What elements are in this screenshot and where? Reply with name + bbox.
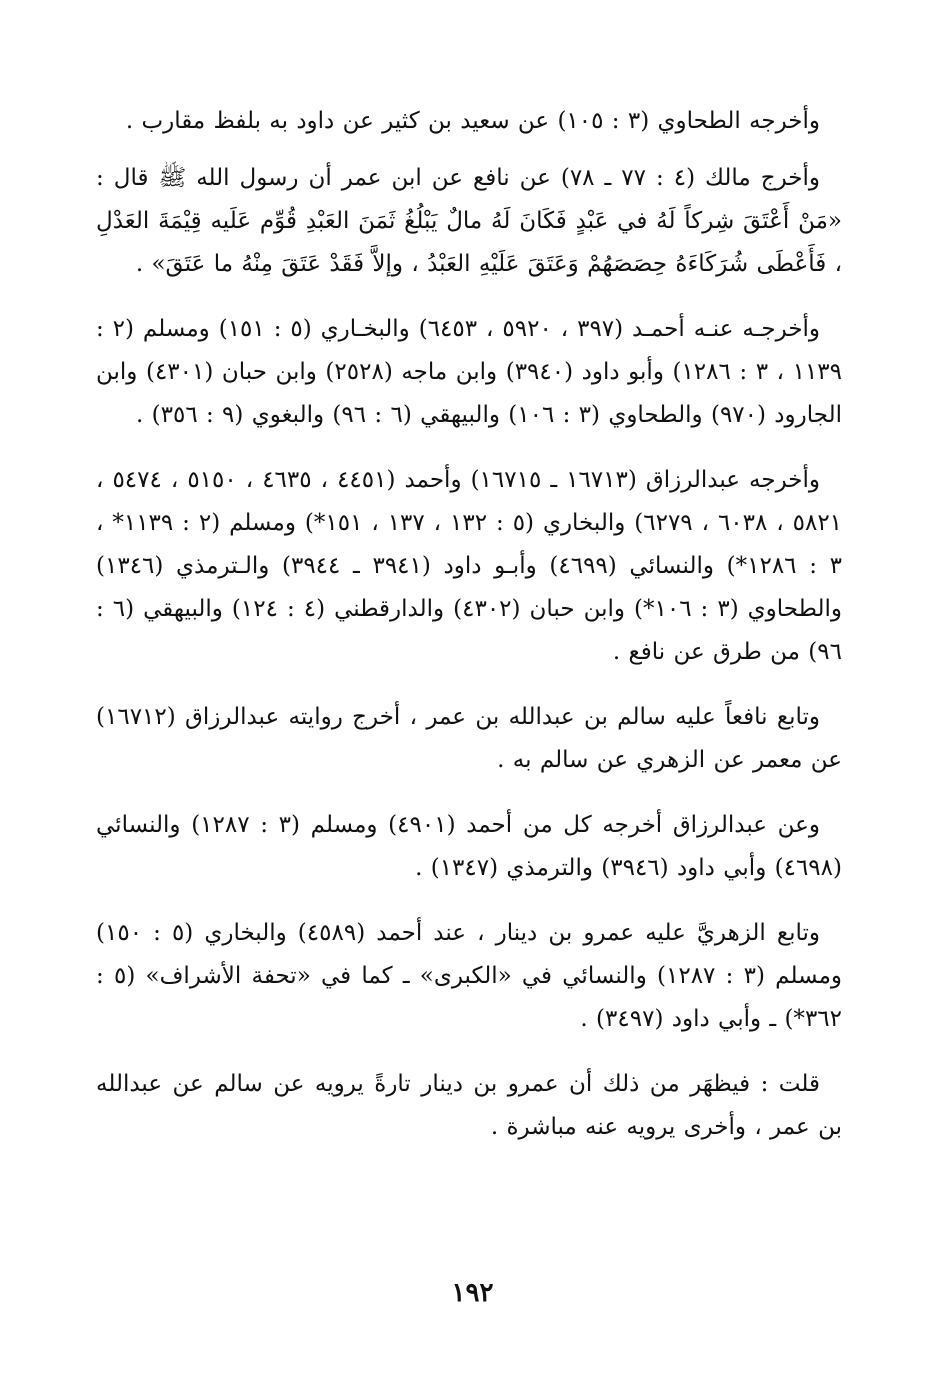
paragraph-8: قلت : فيظهَر من ذلك أن عمرو بن دينار تارةً يرويه عن سالم عن عبدالله بن عمر ، وأخرى يرويه عنه مباشرة . bbox=[96, 1071, 842, 1140]
paragraph-1: وأخرجه الطحاوي (٣ : ١٠٥) عن سعيد بن كثير عن داود به بلفظ مقارب . bbox=[125, 108, 820, 134]
paragraph-4: وأخرجه عبدالرزاق (١٦٧١٣ ـ ١٦٧١٥) وأحمد (٤٤٥١ ، ٤٦٣٥ ، ٥١٥٠ ، ٥٤٧٤ ، ٥٨٢١ ، ٦٠٣٨ ، ٦٢٧٩) والبخاري (٥ : ١٣٢ ، ١٣٧ ، ١٥١*) ومسلم (٢ : ١١٣٩* ، ٣ : ١٢٨٦*) والنسائي (٤٦٩٩) وأبـو داود (٣٩٤١ ـ ٣٩٤٤) والـترمذي (١٣٤٦) والطحاوي (٣ : ١٠٦*) وابن حبان (٤٣٠٢) والدارقطني (٤ : ١٢٤) والبيهقي (٦ : ٩٦) من طرق عن نافع . bbox=[96, 467, 843, 665]
paragraph-5: وتابع نافعاً عليه سالم بن عبدالله بن عمر ، أخرج روايته عبدالرزاق (١٦٧١٢) عن معمر عن الزهري عن سالم به . bbox=[96, 704, 842, 773]
paragraph-2: وأخرج مالك (٤ : ٧٧ ـ ٧٨) عن نافع عن ابن عمر أن رسول الله ﷺ قال : «مَنْ أَعْتَقَ شِركاً لَهُ في عَبْدٍ فَكَانَ لَهُ مالٌ يَبْلُغُ ثَمَنَ العَبْدِ قُوِّم عَلَيه قِيْمَةَ العَدْلِ ، فَأَعْطَى شُرَكَاءَهُ حِصَصَهُمْ وَعَتَقَ عَلَيْهِ العَبْدُ ، وإلاَّ فَقَدْ عَتَقَ مِنْهُ ما عَتَقَ» . bbox=[96, 165, 842, 277]
paragraph-3: وأخرجـه عنـه أحمـد (٣٩٧ ، ٥٩٢٠ ، ٦٤٥٣) والبخـاري (٥ : ١٥١) ومسلم (٢ : ١١٣٩ ، ٣ : ١٢٨٦) وأبو داود (٣٩٤٠) وابن ماجه (٢٥٢٨) وابن حبان (٤٣٠١) وابن الجارود (٩٧٠) والطحاوي (٣ : ١٠٦) والبيهقي (٦ : ٩٦) والبغوي (٩ : ٣٥٦) . bbox=[96, 316, 843, 428]
paragraph-6: وعن عبدالرزاق أخرجه كل من أحمد (٤٩٠١) ومسلم (٣ : ١٢٨٧) والنسائي (٤٦٩٨) وأبي داود (٣٩٤٦) والترمذي (١٣٤٧) . bbox=[96, 812, 842, 881]
page-number: ١٩٢ bbox=[451, 1278, 494, 1308]
paragraph-7: وتابع الزهريَّ عليه عمرو بن دينار ، عند أحمد (٤٥٨٩) والبخاري (٥ : ١٥٠) ومسلم (٣ : ١٢٨٧) والنسائي في «الكبرى» ـ كما في «تحفة الأشراف» (٥ : ٣٦٢*) ـ وأبي داود (٣٤٩٧) . bbox=[96, 920, 843, 1032]
page-body bbox=[96, 100, 842, 1171]
